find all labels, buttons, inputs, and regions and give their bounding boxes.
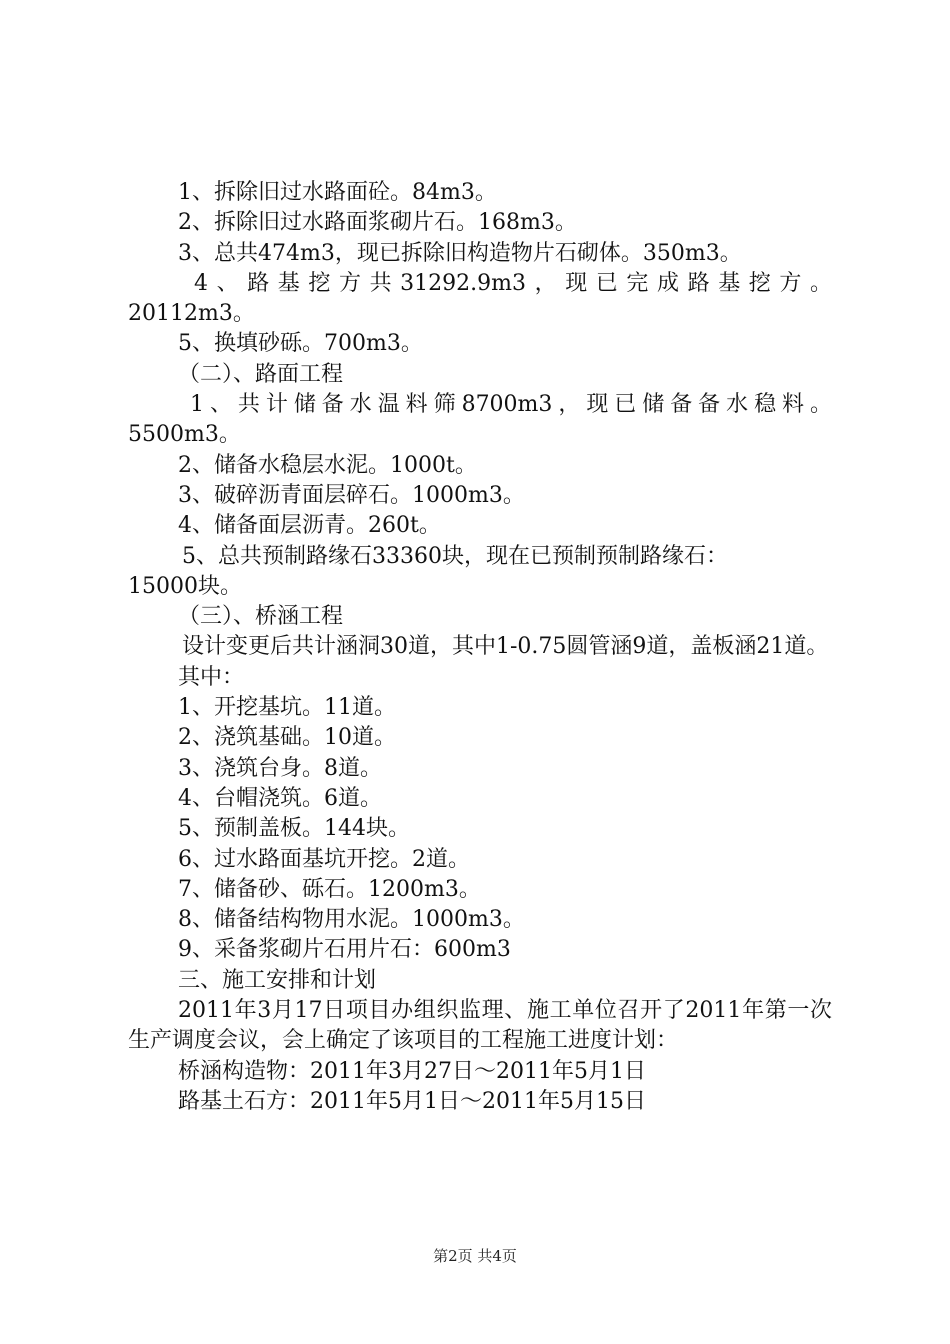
text-line: 4、台帽浇筑。6道。 [178,785,382,811]
text-line: 4、储备面层沥青。260t。 [178,513,441,539]
text-line: 15000块。 [128,573,242,599]
text-paragraph: 2011年3月17日项目办组织监理、施工单位召开了2011年第一次生产调度会议，会上确定了该项目的工程施工进度计划： [128,998,832,1054]
text-line: 1、共计储备水温料筛8700m3，现已储备备水稳料。 [190,392,832,418]
text-line: 8、储备结构物用水泥。1000m3。 [178,907,525,933]
text-line: 3、总共474m3，现已拆除旧构造物片石砌体。350m3。 [178,240,742,266]
text-line: 4、路基挖方共31292.9m3，现已完成路基挖方。 [194,270,832,296]
text-line: 9、采备浆砌片石用片石：600m3 [178,937,511,963]
text-line: 20112m3。 [128,301,255,327]
text-line: 1、开挖基坑。11道。 [178,695,396,721]
text-line: 7、储备砂、砾石。1200m3。 [178,876,481,902]
text-line: 其中： [178,664,245,690]
text-line: 2、浇筑基础。10道。 [178,725,396,751]
text-line: 1、拆除旧过水路面砼。84m3。 [178,180,497,205]
text-line: 2、拆除旧过水路面浆砌片石。168m3。 [178,210,577,236]
section-heading: （三）、桥涵工程 [178,604,344,630]
text-line: 2、储备水稳层水泥。1000t。 [178,452,477,478]
document-body [128,178,832,1117]
text-line: 6、过水路面基坑开挖。2道。 [178,846,470,872]
text-line: 3、浇筑台身。8道。 [178,755,382,781]
text-line: 路基土石方：2011年5月1日～2011年5月15日 [178,1088,646,1114]
text-paragraph: 设计变更后共计涵洞30道，其中1-0.75圆管涵9道，盖板涵21道。 [182,634,829,660]
text-line: 5500m3。 [128,422,241,448]
section-heading: （二）、路面工程 [178,361,344,387]
text-line: 桥涵构造物：2011年3月27日～2011年5月1日 [178,1058,646,1084]
page-number-footer: 第2页 共4页 [433,1247,517,1265]
text-line: 5、换填砂砾。700m3。 [178,331,423,357]
text-line: 3、破碎沥青面层碎石。1000m3。 [178,482,525,508]
text-line: 5、预制盖板。144块。 [178,816,410,842]
text-line: 5、总共预制路缘石33360块，现在已预制预制路缘石： [182,543,728,569]
section-heading: 三、施工安排和计划 [178,967,377,993]
